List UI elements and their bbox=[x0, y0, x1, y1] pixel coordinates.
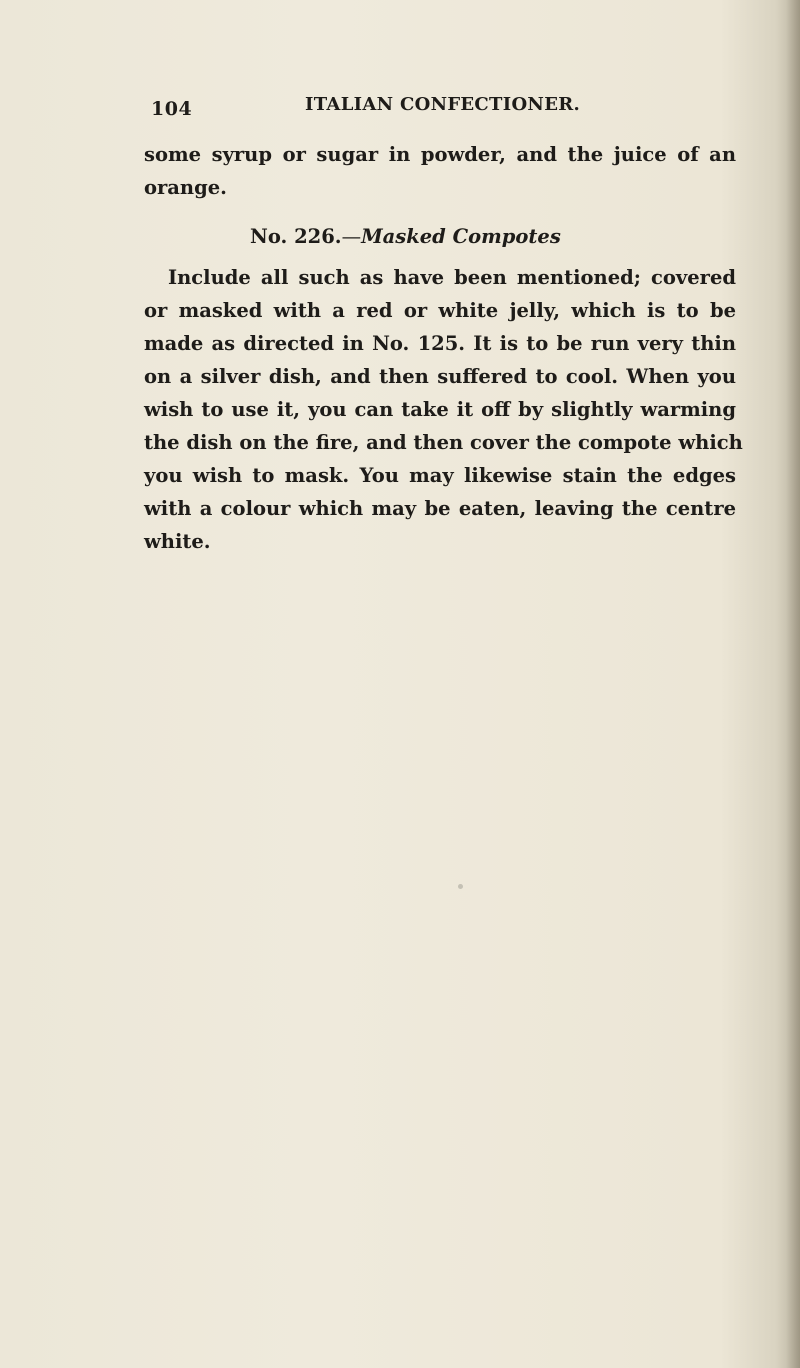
paragraph-line-3: made as directed in No. 125. It is to be run very thin bbox=[144, 332, 736, 355]
recipe-heading bbox=[144, 220, 736, 253]
continuation-line-1: some syrup or sugar in powder, and the juice of an bbox=[144, 143, 736, 166]
recipe-number: No. 226. bbox=[250, 225, 342, 248]
paragraph-line-6: the dish on the fire, and then cover the compote which bbox=[144, 431, 743, 454]
page-edge-shadow bbox=[786, 0, 800, 1368]
continuation-line-2: orange. bbox=[144, 176, 227, 199]
running-head: ITALIAN CONFECTIONER. bbox=[305, 94, 581, 115]
paragraph-line-9: white. bbox=[144, 530, 211, 553]
paragraph-line-2: or masked with a red or white jelly, which is to be bbox=[144, 299, 736, 322]
paragraph-line-4: on a silver dish, and then suffered to cool. When you bbox=[144, 365, 736, 388]
recipe-dash: — bbox=[341, 225, 362, 248]
paper-speck bbox=[458, 884, 463, 889]
paragraph-line-8: with a colour which may be eaten, leaving the centre bbox=[144, 497, 736, 520]
paragraph-line-1: Include all such as have been mentioned; covered bbox=[168, 266, 736, 289]
text-block bbox=[144, 138, 743, 558]
paragraph-line-5: wish to use it, you can take it off by slightly warming bbox=[144, 398, 736, 421]
page-number: 104 bbox=[151, 98, 193, 120]
paragraph-line-7: you wish to mask. You may likewise stain the edges bbox=[144, 464, 736, 487]
recipe-title: Masked Compotes bbox=[361, 225, 561, 248]
